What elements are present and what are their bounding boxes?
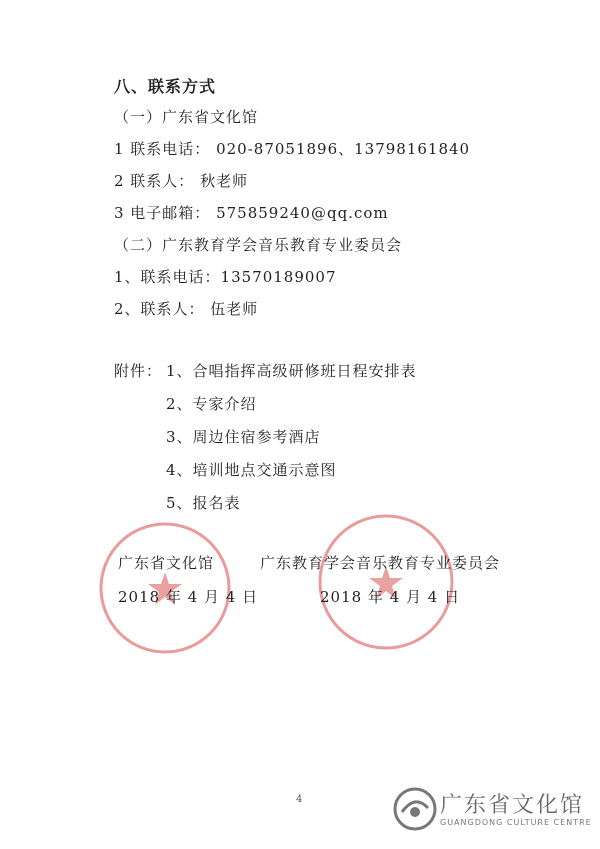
logo-name: 广东省文化馆 [440, 793, 585, 818]
culture-centre-logo [392, 784, 592, 836]
logo-icon [392, 786, 438, 832]
org2-phone: 1、联系电话：13570189007 [114, 268, 337, 286]
attachment-item: 5、报名表 [166, 494, 241, 512]
section-heading: 八、联系方式 [114, 77, 217, 96]
org1-contact: 2 联系人： 秋老师 [114, 172, 249, 190]
page-number: 4 [296, 794, 303, 805]
signature-date: 2018 年 4 月 4 日 [320, 588, 461, 606]
org1-title: （一）广东省文化馆 [114, 108, 259, 126]
signature-date: 2018 年 4 月 4 日 [118, 588, 259, 606]
org1-email: 3 电子邮箱： 575859240@qq.com [114, 204, 389, 222]
seal-music-education-committee [316, 512, 456, 652]
attachment-item: 3、周边住宿参考酒店 [166, 428, 321, 446]
signature-org: 广东省文化馆 [118, 554, 215, 572]
attachment-item: 4、培训地点交通示意图 [166, 461, 337, 479]
logo-subtitle: GUANGDONG CULTURE CENTRE [440, 818, 592, 827]
org1-phone: 1 联系电话： 020-87051896、13798161840 [114, 140, 471, 158]
attachment-item: 2、专家介绍 [166, 395, 257, 413]
org2-title: （二）广东教育学会音乐教育专业委员会 [114, 236, 403, 254]
org2-contact: 2、联系人： 伍老师 [114, 300, 259, 318]
signature-org: 广东教育学会音乐教育专业委员会 [260, 554, 501, 572]
attachment-item: 1、合唱指挥高级研修班日程安排表 [166, 362, 417, 380]
attachments-label: 附件： [114, 362, 163, 380]
